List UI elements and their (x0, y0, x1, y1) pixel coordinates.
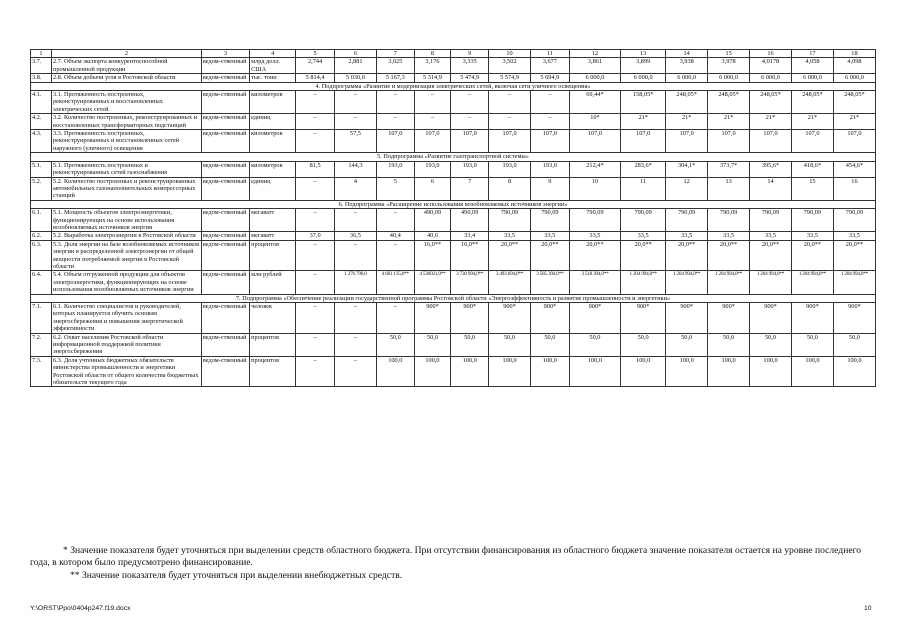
value-cell: – (414, 91, 451, 114)
value-cell: 900* (791, 303, 833, 334)
header-cell: 3 (201, 50, 249, 58)
table-row (31, 271, 876, 294)
value-cell: – (296, 303, 335, 334)
value-cell: – (334, 333, 376, 356)
value-cell: 6 000,0 (666, 74, 708, 82)
value-cell: 490,09 (451, 209, 489, 232)
unit: тыс. тонн (250, 74, 296, 82)
value-cell: 100,0 (708, 356, 750, 387)
header-cell: 5 (296, 50, 335, 58)
value-cell: – (296, 130, 335, 153)
value-cell: 144,3 (334, 161, 376, 177)
value-cell: 4,0178 (750, 58, 792, 74)
data-source: ведом-ственный (201, 58, 249, 74)
table-row (31, 356, 876, 387)
value-cell: 21* (833, 114, 875, 130)
table-row (31, 114, 876, 130)
section-title: 7. Подпрограмма «Обеспечение реализации государственной программы Ростовской области «Энергоэффективность и развитие промышленности и энергетики» (31, 294, 876, 302)
value-cell: 2,744 (296, 58, 335, 74)
value-cell: 20,0** (750, 240, 792, 271)
value-cell: 107,0 (530, 130, 569, 153)
value-cell: 212,4* (569, 161, 620, 177)
value-cell: 4 536021,0** (414, 271, 451, 294)
value-cell: 107,0 (376, 130, 414, 153)
value-cell: 3 730 994,0** (451, 271, 489, 294)
table-row (31, 161, 876, 177)
value-cell: 1 204 994,0** (791, 271, 833, 294)
value-cell: – (296, 271, 335, 294)
value-cell: 50,0 (708, 333, 750, 356)
value-cell: 33,5 (489, 232, 531, 240)
value-cell: 100,0 (791, 356, 833, 387)
row-number: 7.1. (31, 303, 52, 334)
value-cell: – (451, 91, 489, 114)
indicator-name: 2.7. Объем экспорта конкурентоспособной промышленной продукции (51, 58, 201, 74)
value-cell: 33,5 (791, 232, 833, 240)
value-cell: 20,0** (530, 240, 569, 271)
value-cell: 900* (621, 303, 666, 334)
value-cell: 248,05* (833, 91, 875, 114)
value-cell: 37,0 (296, 232, 335, 240)
value-cell: – (334, 356, 376, 387)
value-cell: – (334, 91, 376, 114)
value-cell: 20,0** (791, 240, 833, 271)
value-cell: 304,1* (666, 161, 708, 177)
unit: процентов (250, 240, 296, 271)
data-source: ведом-ственный (201, 161, 249, 177)
value-cell: – (376, 240, 414, 271)
value-cell: 9 (530, 177, 569, 200)
value-cell: 790,09 (708, 209, 750, 232)
data-source: ведом-ственный (201, 130, 249, 153)
value-cell: 193,0 (530, 161, 569, 177)
value-cell: 50,0 (666, 333, 708, 356)
header-cell: 16 (750, 50, 792, 58)
value-cell: 33,5 (621, 232, 666, 240)
value-cell: 50,0 (414, 333, 451, 356)
value-cell: 13 (708, 177, 750, 200)
value-cell: 790,09 (569, 209, 620, 232)
value-cell: 900* (833, 303, 875, 334)
value-cell: 16 (833, 177, 875, 200)
header-cell: 6 (334, 50, 376, 58)
value-cell: 5 (376, 177, 414, 200)
header-cell: 13 (621, 50, 666, 58)
value-cell: 40,4 (376, 232, 414, 240)
value-cell: 50,0 (569, 333, 620, 356)
value-cell: 7 (451, 177, 489, 200)
value-cell: – (296, 177, 335, 200)
row-number: 4.1. (31, 91, 52, 114)
header-cell: 2 (51, 50, 201, 58)
value-cell: 248,05* (791, 91, 833, 114)
row-number: 6.4. (31, 271, 52, 294)
value-cell: – (414, 114, 451, 130)
value-cell: 3,677 (530, 58, 569, 74)
value-cell: 20,0** (708, 240, 750, 271)
value-cell: 16,0** (414, 240, 451, 271)
row-number: 7.2. (31, 333, 52, 356)
value-cell: – (489, 114, 531, 130)
value-cell: 5 574,9 (489, 74, 531, 82)
header-cell: 17 (791, 50, 833, 58)
indicator-name: 5.2. Количество построенных и реконструированных автомобильных газонаполнительных компрессорных станций (51, 177, 201, 200)
value-cell: 50,0 (791, 333, 833, 356)
value-cell: – (334, 209, 376, 232)
value-cell: 14 (750, 177, 792, 200)
section-row (31, 82, 876, 90)
value-cell: 100,0 (451, 356, 489, 387)
value-cell: 790,09 (666, 209, 708, 232)
value-cell: 6 (414, 177, 451, 200)
row-number: 3.8. (31, 74, 52, 82)
value-cell: 248,05* (708, 91, 750, 114)
value-cell: 107,0 (451, 130, 489, 153)
value-cell: – (530, 114, 569, 130)
value-cell: 20,0** (569, 240, 620, 271)
row-number: 7.3. (31, 356, 52, 387)
value-cell: – (451, 114, 489, 130)
table-row (31, 58, 876, 74)
value-cell: 100,0 (666, 356, 708, 387)
value-cell: 1 204 994,0** (621, 271, 666, 294)
value-cell: 107,0 (569, 130, 620, 153)
indicator-name: 5.4. Объем отгруженной продукции для объектов электроэнергетики, функционирующих на основе использования возобновляемых источников энергии (51, 271, 201, 294)
value-cell: 10 (569, 177, 620, 200)
value-cell: 107,0 (750, 130, 792, 153)
value-cell: 6 000,0 (833, 74, 875, 82)
value-cell: 490,09 (414, 209, 451, 232)
value-cell: 50,0 (451, 333, 489, 356)
value-cell: – (334, 303, 376, 334)
row-number: 4.3. (31, 130, 52, 153)
unit: мегаватт (250, 209, 296, 232)
value-cell: 107,0 (414, 130, 451, 153)
unit: километров (250, 161, 296, 177)
value-cell: – (334, 114, 376, 130)
indicator-name: 2.8. Объем добычи угля в Ростовской области (51, 74, 201, 82)
value-cell: 193,0 (376, 161, 414, 177)
value-cell: 5 030,0 (334, 74, 376, 82)
value-cell: 5 814,4 (296, 74, 335, 82)
value-cell: 900* (666, 303, 708, 334)
table-row (31, 74, 876, 82)
data-source: ведом-ственный (201, 232, 249, 240)
indicator-name: 5.1. Протяженность построенных и реконструированных сетей газоснабжения (51, 161, 201, 177)
header-cell: 18 (833, 50, 875, 58)
section-title: 4. Подпрограмма «Развитие и модернизация электрических сетей, включая сети уличного освещения» (31, 82, 876, 90)
value-cell: 8 (489, 177, 531, 200)
unit: единиц (250, 114, 296, 130)
value-cell: 33,5 (708, 232, 750, 240)
section-row (31, 200, 876, 208)
data-source: ведом-ственный (201, 74, 249, 82)
header-cell: 12 (569, 50, 620, 58)
value-cell: 100,0 (750, 356, 792, 387)
header-cell: 8 (414, 50, 451, 58)
value-cell: 3,978 (708, 58, 750, 74)
data-source: ведом-ственный (201, 303, 249, 334)
value-cell: 6 000,0 (621, 74, 666, 82)
value-cell: 50,0 (833, 333, 875, 356)
value-cell: 107,0 (833, 130, 875, 153)
unit: километров (250, 91, 296, 114)
indicator-name: 6.1. Количество специалистов и руководителей, которых планируется обучить основам энергосбережения и повышения энергетической эффективности (51, 303, 201, 334)
value-cell: 20,0** (833, 240, 875, 271)
header-cell: 15 (708, 50, 750, 58)
data-source: ведом-ственный (201, 177, 249, 200)
data-source: ведом-ственный (201, 356, 249, 387)
value-cell: 107,0 (708, 130, 750, 153)
value-cell: 790,09 (833, 209, 875, 232)
value-cell: 3 493 694,0** (489, 271, 531, 294)
value-cell: 283,6* (621, 161, 666, 177)
data-source: ведом-ственный (201, 240, 249, 271)
value-cell: 33,4 (451, 232, 489, 240)
table-row (31, 333, 876, 356)
indicator-name: 6.2. Охват населения Ростовской области информационной поддержкой политики энергосбережения (51, 333, 201, 356)
value-cell: 16,0** (451, 240, 489, 271)
header-cell: 7 (376, 50, 414, 58)
unit: мегаватт (250, 232, 296, 240)
indicators-table (30, 49, 876, 387)
header-row (31, 50, 876, 58)
value-cell: – (296, 209, 335, 232)
value-cell: 33,5 (530, 232, 569, 240)
value-cell: 50,0 (530, 333, 569, 356)
value-cell: 100,0 (376, 356, 414, 387)
value-cell: – (296, 114, 335, 130)
value-cell: 100,0 (621, 356, 666, 387)
value-cell: 395,6* (750, 161, 792, 177)
section-row (31, 294, 876, 302)
table-row (31, 232, 876, 240)
page-number: 10 (864, 605, 872, 612)
value-cell: 900* (569, 303, 620, 334)
value-cell: 57,5 (334, 130, 376, 153)
value-cell: 5 167,3 (376, 74, 414, 82)
value-cell: 100,0 (414, 356, 451, 387)
file-path: Y:\ORST\Ppo\0404p247.f19.docx (30, 605, 131, 612)
header-cell: 14 (666, 50, 708, 58)
value-cell: 790,09 (750, 209, 792, 232)
value-cell: – (530, 91, 569, 114)
footnote-2: ** Значение показателя будет уточняться при выделении внебюджетных средств. (70, 570, 403, 581)
value-cell: 2,881 (334, 58, 376, 74)
value-cell: – (296, 91, 335, 114)
value-cell: 6 000,0 (750, 74, 792, 82)
unit: единиц (250, 177, 296, 200)
value-cell: 21* (708, 114, 750, 130)
value-cell: 1 204 994,0** (708, 271, 750, 294)
value-cell: 5 694,9 (530, 74, 569, 82)
row-number: 6.2. (31, 232, 52, 240)
unit: млн рублей (250, 271, 296, 294)
value-cell: 100,0 (569, 356, 620, 387)
value-cell: 6 000,0 (708, 74, 750, 82)
indicator-name: 5.1. Мощность объектов электроэнергетики, функционирующих на основе использования возобновляемых источников энергии (51, 209, 201, 232)
value-cell: 33,5 (666, 232, 708, 240)
value-cell: 107,0 (621, 130, 666, 153)
value-cell: – (489, 91, 531, 114)
unit: млрд долл. США (250, 58, 296, 74)
value-cell: 4 (334, 177, 376, 200)
value-cell: 50,0 (489, 333, 531, 356)
indicator-name: 3.3. Протяженность построенных, реконструированных и восстановленных сетей наружного (уличного) освещения (51, 130, 201, 153)
value-cell: 36,5 (334, 232, 376, 240)
value-cell: – (376, 303, 414, 334)
value-cell: 1 204 994,0** (833, 271, 875, 294)
value-cell: 20,0** (621, 240, 666, 271)
value-cell: 100,0 (833, 356, 875, 387)
table-row (31, 240, 876, 271)
value-cell: 3,938 (666, 58, 708, 74)
value-cell: 81,5 (296, 161, 335, 177)
row-number: 6.1. (31, 209, 52, 232)
data-source: ведом-ственный (201, 91, 249, 114)
value-cell: 454,6* (833, 161, 875, 177)
value-cell: 5 314,9 (414, 74, 451, 82)
value-cell: – (296, 240, 335, 271)
value-cell: 50,0 (750, 333, 792, 356)
table-row (31, 177, 876, 200)
value-cell: 15 (791, 177, 833, 200)
value-cell: 50,0 (376, 333, 414, 356)
value-cell: 33,5 (569, 232, 620, 240)
row-number: 5.1. (31, 161, 52, 177)
data-source: ведом-ственный (201, 209, 249, 232)
value-cell: 193,0 (489, 161, 531, 177)
header-cell: 10 (489, 50, 531, 58)
indicator-name: 5.2. Выработка электроэнергии в Ростовской области (51, 232, 201, 240)
value-cell: 6 000,0 (791, 74, 833, 82)
indicator-name: 3.2. Количество построенных, реконструированных и восстановленных трансформаторных подстанций (51, 114, 201, 130)
header-cell: 11 (530, 50, 569, 58)
value-cell: 900* (708, 303, 750, 334)
value-cell: 193,0 (451, 161, 489, 177)
value-cell: 790,09 (791, 209, 833, 232)
value-cell: 900* (530, 303, 569, 334)
value-cell: 1 204 994,0** (666, 271, 708, 294)
value-cell: 3 518 394,0** (569, 271, 620, 294)
value-cell: 40,6 (414, 232, 451, 240)
value-cell: 193,0 (414, 161, 451, 177)
data-source: ведом-ственный (201, 114, 249, 130)
footnote-1: * Значение показателя будет уточняться при выделении средств областного бюджета. При отсутствии финансирования из областного бюджета значение показателя остается на уровне последнего года, в котором было предусмотрено финансирование. (30, 545, 862, 568)
value-cell: 107,0 (791, 130, 833, 153)
value-cell: 3,861 (569, 58, 620, 74)
unit: процентов (250, 333, 296, 356)
value-cell: – (376, 91, 414, 114)
value-cell: 21* (791, 114, 833, 130)
indicator-name: 5.3. Доля энергии на базе возобновляемых источников энергии в распределенной электроэнергии от общей мощности потребляемой энергии в Ростовской области (51, 240, 201, 271)
table-row (31, 130, 876, 153)
header-cell: 1 (31, 50, 52, 58)
value-cell: 900* (750, 303, 792, 334)
value-cell: 3,502 (489, 58, 531, 74)
indicator-name: 6.3. Доля учтенных бюджетных обязательств министерства промышленности и энергетики Ростовской области от общего количества бюджетных обязательств текущего года (51, 356, 201, 387)
value-cell: 248,05* (750, 91, 792, 114)
unit: человек (250, 303, 296, 334)
value-cell: 3,335 (451, 58, 489, 74)
value-cell: 1 204 994,0** (750, 271, 792, 294)
value-cell: 10* (569, 114, 620, 130)
header-cell: 9 (451, 50, 489, 58)
value-cell: 11 (621, 177, 666, 200)
value-cell: 20,0** (489, 240, 531, 271)
value-cell: 69,44* (569, 91, 620, 114)
value-cell: 100,0 (530, 356, 569, 387)
value-cell: 373,7* (708, 161, 750, 177)
value-cell: – (376, 114, 414, 130)
value-cell: 12 (666, 177, 708, 200)
value-cell: 790,09 (621, 209, 666, 232)
value-cell: 4 681 135,0** (376, 271, 414, 294)
value-cell: 3 585 394,0** (530, 271, 569, 294)
row-number: 3.7. (31, 58, 52, 74)
value-cell: 21* (666, 114, 708, 130)
section-title: 6. Подпрограмма «Расширение использования возобновляемых источников энергии» (31, 200, 876, 208)
value-cell: 20,0** (666, 240, 708, 271)
value-cell: 4,058 (791, 58, 833, 74)
value-cell: – (296, 333, 335, 356)
value-cell: 21* (621, 114, 666, 130)
row-number: 4.2. (31, 114, 52, 130)
value-cell: 900* (451, 303, 489, 334)
value-cell: – (296, 356, 335, 387)
value-cell: 900* (489, 303, 531, 334)
value-cell: 248,05* (666, 91, 708, 114)
row-number: 5.2. (31, 177, 52, 200)
row-number: 6.3. (31, 240, 52, 271)
value-cell: 33,5 (750, 232, 792, 240)
value-cell: 158,05* (621, 91, 666, 114)
data-source: ведом-ственный (201, 271, 249, 294)
value-cell: 107,0 (489, 130, 531, 153)
value-cell: 790,09 (530, 209, 569, 232)
value-cell: – (376, 209, 414, 232)
value-cell: 1 276 796,0 (334, 271, 376, 294)
value-cell: 5 474,9 (451, 74, 489, 82)
section-row (31, 153, 876, 161)
section-title: 5. Подпрограмма «Развитие газотранспортной системы» (31, 153, 876, 161)
data-source: ведом-ственный (201, 333, 249, 356)
value-cell: 50,0 (621, 333, 666, 356)
value-cell: 900* (414, 303, 451, 334)
value-cell: 3,176 (414, 58, 451, 74)
unit: километров (250, 130, 296, 153)
value-cell: 4,098 (833, 58, 875, 74)
value-cell: 21* (750, 114, 792, 130)
value-cell: 3,025 (376, 58, 414, 74)
table-row (31, 91, 876, 114)
value-cell: 790,09 (489, 209, 531, 232)
value-cell: 33,5 (833, 232, 875, 240)
value-cell: 100,0 (489, 356, 531, 387)
header-cell: 4 (250, 50, 296, 58)
table-body (31, 50, 876, 387)
table-row (31, 303, 876, 334)
table-row (31, 209, 876, 232)
value-cell: 418,6* (791, 161, 833, 177)
value-cell: 3,899 (621, 58, 666, 74)
indicator-name: 3.1. Протяженность построенных, реконструированных и восстановленных электрических сетей (51, 91, 201, 114)
value-cell: 107,0 (666, 130, 708, 153)
value-cell: 6 000,0 (569, 74, 620, 82)
unit: процентов (250, 356, 296, 387)
value-cell: – (334, 240, 376, 271)
